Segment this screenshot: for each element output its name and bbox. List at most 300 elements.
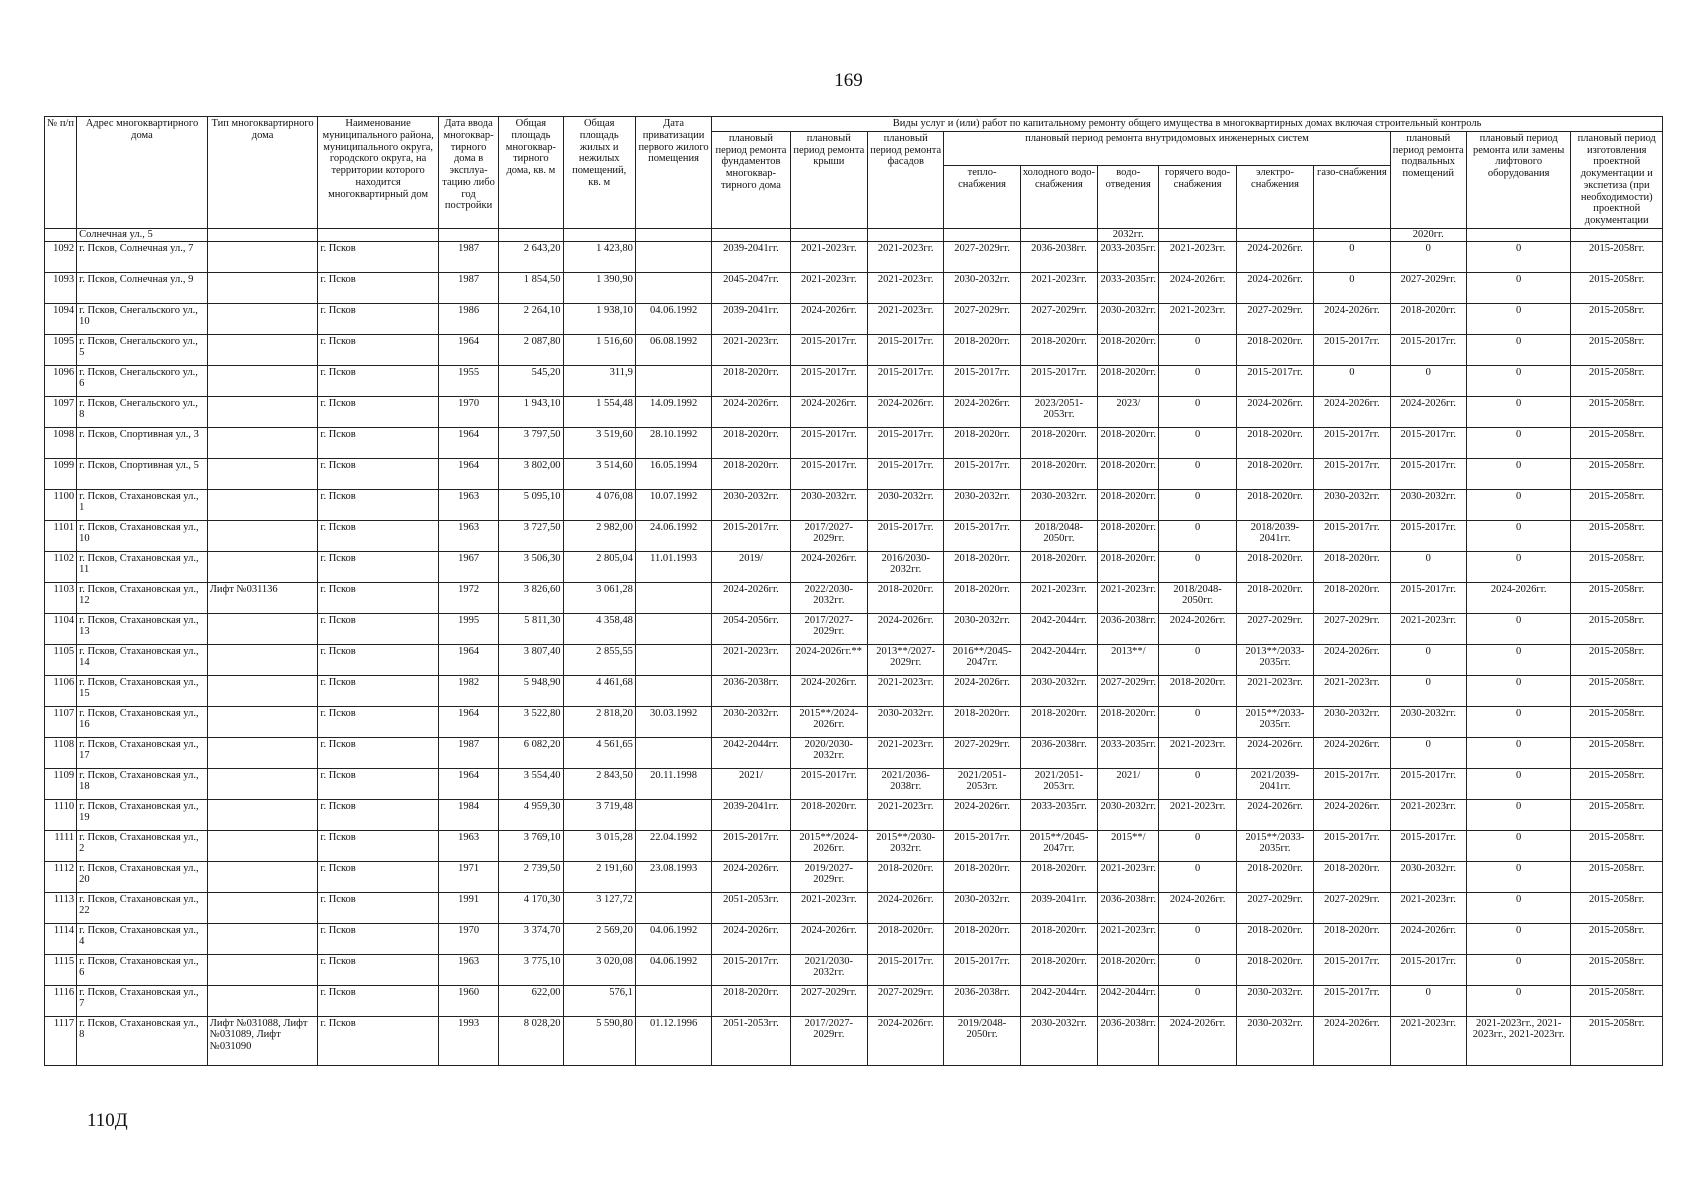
- electric-supply-cell: 2027-2029гг.: [1236, 892, 1313, 923]
- hot-water-cell: 2018-2020гг.: [1159, 675, 1236, 706]
- roof-period-cell: 2015-2017гг.: [790, 365, 867, 396]
- carryover-basement: 2020гг.: [1390, 228, 1466, 241]
- hot-water-cell: 0: [1159, 954, 1236, 985]
- gas-supply-cell: 0: [1314, 272, 1390, 303]
- design-docs-cell: 2015-2058гг.: [1571, 334, 1663, 365]
- roof-period-cell: 2024-2026гг.**: [790, 644, 867, 675]
- electric-supply-cell: 2013**/2033-2035гг.: [1236, 644, 1313, 675]
- basement-period-cell: 2018-2020гг.: [1390, 303, 1466, 334]
- living-area-cell: 3 719,48: [563, 799, 635, 830]
- row-number: 1109: [45, 768, 77, 799]
- living-area-cell: 2 982,00: [563, 520, 635, 551]
- heat-supply-cell: 2036-2038гг.: [944, 985, 1020, 1016]
- privatization-date-cell: 04.06.1992: [635, 303, 711, 334]
- basement-period-cell: 2015-2017гг.: [1390, 582, 1466, 613]
- basement-period-cell: 2015-2017гг.: [1390, 954, 1466, 985]
- row-number: 1100: [45, 489, 77, 520]
- drainage-cell: 2018-2020гг.: [1098, 520, 1159, 551]
- foundation-period-cell: 2021-2023гг.: [712, 334, 790, 365]
- electric-supply-cell: 2015**/2033-2035гг.: [1236, 830, 1313, 861]
- basement-period-cell: 2015-2017гг.: [1390, 427, 1466, 458]
- roof-period-cell: 2024-2026гг.: [790, 396, 867, 427]
- row-number: 1111: [45, 830, 77, 861]
- row-number: 1097: [45, 396, 77, 427]
- house-type-cell: [207, 985, 318, 1016]
- roof-period-cell: 2021-2023гг.: [790, 892, 867, 923]
- roof-period-cell: 2017/2027-2029гг.: [790, 613, 867, 644]
- municipality-cell: г. Псков: [318, 334, 439, 365]
- row-number: 1105: [45, 644, 77, 675]
- electric-supply-cell: 2018-2020гг.: [1236, 489, 1313, 520]
- basement-period-cell: 2015-2017гг.: [1390, 458, 1466, 489]
- privatization-date-cell: [635, 272, 711, 303]
- table-row: [45, 830, 1663, 861]
- foundation-period-cell: 2015-2017гг.: [712, 520, 790, 551]
- gas-supply-cell: 2018-2020гг.: [1314, 582, 1390, 613]
- address-cell: г. Псков, Спортивная ул., 5: [77, 458, 208, 489]
- design-docs-cell: 2015-2058гг.: [1571, 272, 1663, 303]
- heat-supply-cell: 2015-2017гг.: [944, 830, 1020, 861]
- header-heat: тепло-снабжения: [944, 166, 1020, 228]
- address-cell: г. Псков, Стахановская ул., 18: [77, 768, 208, 799]
- municipality-cell: г. Псков: [318, 830, 439, 861]
- gas-supply-cell: 2024-2026гг.: [1314, 1016, 1390, 1065]
- table-row: [45, 272, 1663, 303]
- roof-period-cell: 2015-2017гг.: [790, 427, 867, 458]
- house-type-cell: Лифт №031088, Лифт №031089, Лифт №031090: [207, 1016, 318, 1065]
- basement-period-cell: 0: [1390, 675, 1466, 706]
- facade-period-cell: 2018-2020гг.: [868, 923, 944, 954]
- table-row: [45, 520, 1663, 551]
- header-foundation: плановый период ремонта фундаментов многоквар-тирного дома: [712, 131, 790, 228]
- elevator-period-cell: 0: [1466, 303, 1571, 334]
- municipality-cell: г. Псков: [318, 861, 439, 892]
- cell: [1236, 228, 1313, 241]
- row-number: 1112: [45, 861, 77, 892]
- living-area-cell: 2 843,50: [563, 768, 635, 799]
- hot-water-cell: 0: [1159, 923, 1236, 954]
- design-docs-cell: 2015-2058гг.: [1571, 427, 1663, 458]
- hot-water-cell: 0: [1159, 520, 1236, 551]
- hot-water-cell: 0: [1159, 985, 1236, 1016]
- house-type-cell: [207, 613, 318, 644]
- drainage-cell: 2018-2020гг.: [1098, 365, 1159, 396]
- row-number: 1098: [45, 427, 77, 458]
- electric-supply-cell: 2018/2039-2041гг.: [1236, 520, 1313, 551]
- table-row: [45, 1016, 1663, 1065]
- table-row: [45, 768, 1663, 799]
- drainage-cell: 2021-2023гг.: [1098, 582, 1159, 613]
- heat-supply-cell: 2018-2020гг.: [944, 923, 1020, 954]
- heat-supply-cell: 2030-2032гг.: [944, 272, 1020, 303]
- address-cell: г. Псков, Спортивная ул., 3: [77, 427, 208, 458]
- total-area-cell: 545,20: [499, 365, 563, 396]
- total-area-cell: 622,00: [499, 985, 563, 1016]
- address-cell: г. Псков, Солнечная ул., 7: [77, 241, 208, 272]
- roof-period-cell: 2017/2027-2029гг.: [790, 1016, 867, 1065]
- privatization-date-cell: 04.06.1992: [635, 954, 711, 985]
- cold-water-cell: 2027-2029гг.: [1020, 303, 1097, 334]
- header-commission-date: Дата ввода многоквар-тирного дома в эксплуа-тацию либо год постройки: [438, 117, 498, 229]
- hot-water-cell: 0: [1159, 768, 1236, 799]
- house-type-cell: [207, 644, 318, 675]
- gas-supply-cell: 0: [1314, 365, 1390, 396]
- living-area-cell: 4 358,48: [563, 613, 635, 644]
- facade-period-cell: 2018-2020гг.: [868, 861, 944, 892]
- cold-water-cell: 2033-2035гг.: [1020, 799, 1097, 830]
- privatization-date-cell: [635, 365, 711, 396]
- privatization-date-cell: 14.09.1992: [635, 396, 711, 427]
- electric-supply-cell: 2018-2020гг.: [1236, 923, 1313, 954]
- cell: [1571, 228, 1663, 241]
- commission-year-cell: 1960: [438, 985, 498, 1016]
- address-cell: г. Псков, Стахановская ул., 6: [77, 954, 208, 985]
- cell: [45, 228, 77, 241]
- heat-supply-cell: 2018-2020гг.: [944, 427, 1020, 458]
- privatization-date-cell: 16.05.1994: [635, 458, 711, 489]
- gas-supply-cell: 2015-2017гг.: [1314, 458, 1390, 489]
- heat-supply-cell: 2024-2026гг.: [944, 675, 1020, 706]
- living-area-cell: 2 191,60: [563, 861, 635, 892]
- cold-water-cell: 2023/2051-2053гг.: [1020, 396, 1097, 427]
- gas-supply-cell: 2024-2026гг.: [1314, 737, 1390, 768]
- total-area-cell: 5 948,90: [499, 675, 563, 706]
- address-cell: г. Псков, Снегальского ул., 5: [77, 334, 208, 365]
- elevator-period-cell: 0: [1466, 334, 1571, 365]
- privatization-date-cell: [635, 985, 711, 1016]
- row-number: 1104: [45, 613, 77, 644]
- total-area-cell: 5 811,30: [499, 613, 563, 644]
- roof-period-cell: 2015-2017гг.: [790, 768, 867, 799]
- foundation-period-cell: 2021-2023гг.: [712, 644, 790, 675]
- house-type-cell: [207, 706, 318, 737]
- privatization-date-cell: 11.01.1993: [635, 551, 711, 582]
- elevator-period-cell: 0: [1466, 613, 1571, 644]
- foundation-period-cell: 2021/: [712, 768, 790, 799]
- row-number: 1102: [45, 551, 77, 582]
- foundation-period-cell: 2018-2020гг.: [712, 458, 790, 489]
- footer-code: 110Д: [87, 1110, 128, 1131]
- roof-period-cell: 2019/2027-2029гг.: [790, 861, 867, 892]
- house-type-cell: [207, 861, 318, 892]
- design-docs-cell: 2015-2058гг.: [1571, 923, 1663, 954]
- total-area-cell: 3 769,10: [499, 830, 563, 861]
- commission-year-cell: 1991: [438, 892, 498, 923]
- table-row: [45, 396, 1663, 427]
- header-no: № п/п: [45, 117, 77, 229]
- cold-water-cell: 2030-2032гг.: [1020, 1016, 1097, 1065]
- heat-supply-cell: 2016**/2045-2047гг.: [944, 644, 1020, 675]
- house-type-cell: [207, 489, 318, 520]
- roof-period-cell: 2024-2026гг.: [790, 675, 867, 706]
- design-docs-cell: 2015-2058гг.: [1571, 985, 1663, 1016]
- foundation-period-cell: 2030-2032гг.: [712, 489, 790, 520]
- design-docs-cell: 2015-2058гг.: [1571, 737, 1663, 768]
- design-docs-cell: 2015-2058гг.: [1571, 1016, 1663, 1065]
- header-privatization-date: Дата приватизации первого жилого помещения: [635, 117, 711, 229]
- heat-supply-cell: 2015-2017гг.: [944, 520, 1020, 551]
- house-type-cell: [207, 272, 318, 303]
- header-municipality: Наименование муниципального района, муниципального округа, городского округа, на территории которого находится многоквартирный дом: [318, 117, 439, 229]
- living-area-cell: 2 855,55: [563, 644, 635, 675]
- address-cell: г. Псков, Стахановская ул., 2: [77, 830, 208, 861]
- commission-year-cell: 1982: [438, 675, 498, 706]
- facade-period-cell: 2013**/2027-2029гг.: [868, 644, 944, 675]
- elevator-period-cell: 0: [1466, 923, 1571, 954]
- design-docs-cell: 2015-2058гг.: [1571, 551, 1663, 582]
- municipality-cell: г. Псков: [318, 737, 439, 768]
- address-cell: г. Псков, Стахановская ул., 22: [77, 892, 208, 923]
- address-cell: г. Псков, Стахановская ул., 17: [77, 737, 208, 768]
- foundation-period-cell: 2054-2056гг.: [712, 613, 790, 644]
- drainage-cell: 2018-2020гг.: [1098, 551, 1159, 582]
- house-type-cell: [207, 799, 318, 830]
- carryover-row: [45, 228, 1663, 241]
- cell: [790, 228, 867, 241]
- electric-supply-cell: 2024-2026гг.: [1236, 396, 1313, 427]
- heat-supply-cell: 2018-2020гг.: [944, 582, 1020, 613]
- privatization-date-cell: 23.08.1993: [635, 861, 711, 892]
- total-area-cell: 3 797,50: [499, 427, 563, 458]
- roof-period-cell: 2030-2032гг.: [790, 489, 867, 520]
- total-area-cell: 3 374,70: [499, 923, 563, 954]
- basement-period-cell: 0: [1390, 551, 1466, 582]
- cold-water-cell: 2018-2020гг.: [1020, 923, 1097, 954]
- living-area-cell: 1 423,80: [563, 241, 635, 272]
- hot-water-cell: 0: [1159, 706, 1236, 737]
- total-area-cell: 4 959,30: [499, 799, 563, 830]
- foundation-period-cell: 2039-2041гг.: [712, 241, 790, 272]
- living-area-cell: 2 818,20: [563, 706, 635, 737]
- cell: [1159, 228, 1236, 241]
- living-area-cell: 1 516,60: [563, 334, 635, 365]
- facade-period-cell: 2021-2023гг.: [868, 272, 944, 303]
- municipality-cell: г. Псков: [318, 365, 439, 396]
- facade-period-cell: 2030-2032гг.: [868, 706, 944, 737]
- elevator-period-cell: 0: [1466, 458, 1571, 489]
- cold-water-cell: 2018-2020гг.: [1020, 334, 1097, 365]
- municipality-cell: г. Псков: [318, 675, 439, 706]
- electric-supply-cell: 2021/2039-2041гг.: [1236, 768, 1313, 799]
- total-area-cell: 4 170,30: [499, 892, 563, 923]
- address-cell: г. Псков, Стахановская ул., 7: [77, 985, 208, 1016]
- hot-water-cell: 2024-2026гг.: [1159, 613, 1236, 644]
- house-type-cell: [207, 737, 318, 768]
- table-row: [45, 923, 1663, 954]
- hot-water-cell: 0: [1159, 861, 1236, 892]
- cold-water-cell: 2015**/2045-2047гг.: [1020, 830, 1097, 861]
- electric-supply-cell: 2015-2017гг.: [1236, 365, 1313, 396]
- gas-supply-cell: 2015-2017гг.: [1314, 954, 1390, 985]
- municipality-cell: г. Псков: [318, 892, 439, 923]
- basement-period-cell: 2015-2017гг.: [1390, 768, 1466, 799]
- foundation-period-cell: 2019/: [712, 551, 790, 582]
- header-type: Тип многоквартирного дома: [207, 117, 318, 229]
- facade-period-cell: 2015-2017гг.: [868, 520, 944, 551]
- drainage-cell: 2023/: [1098, 396, 1159, 427]
- cold-water-cell: 2018-2020гг.: [1020, 706, 1097, 737]
- design-docs-cell: 2015-2058гг.: [1571, 520, 1663, 551]
- design-docs-cell: 2015-2058гг.: [1571, 303, 1663, 334]
- privatization-date-cell: 01.12.1996: [635, 1016, 711, 1065]
- basement-period-cell: 2021-2023гг.: [1390, 1016, 1466, 1065]
- gas-supply-cell: 2015-2017гг.: [1314, 768, 1390, 799]
- foundation-period-cell: 2051-2053гг.: [712, 892, 790, 923]
- cell: [1466, 228, 1571, 241]
- total-area-cell: 3 522,80: [499, 706, 563, 737]
- design-docs-cell: 2015-2058гг.: [1571, 768, 1663, 799]
- row-number: 1094: [45, 303, 77, 334]
- page-number: 169: [834, 70, 863, 91]
- municipality-cell: г. Псков: [318, 768, 439, 799]
- municipality-cell: г. Псков: [318, 613, 439, 644]
- electric-supply-cell: 2018-2020гг.: [1236, 458, 1313, 489]
- gas-supply-cell: 2024-2026гг.: [1314, 303, 1390, 334]
- design-docs-cell: 2015-2058гг.: [1571, 861, 1663, 892]
- foundation-period-cell: 2030-2032гг.: [712, 706, 790, 737]
- elevator-period-cell: 0: [1466, 427, 1571, 458]
- commission-year-cell: 1987: [438, 737, 498, 768]
- roof-period-cell: 2022/2030-2032гг.: [790, 582, 867, 613]
- hot-water-cell: 0: [1159, 427, 1236, 458]
- design-docs-cell: 2015-2058гг.: [1571, 613, 1663, 644]
- commission-year-cell: 1963: [438, 520, 498, 551]
- address-cell: г. Псков, Стахановская ул., 1: [77, 489, 208, 520]
- commission-year-cell: 1987: [438, 272, 498, 303]
- address-cell: г. Псков, Снегальского ул., 10: [77, 303, 208, 334]
- header-living-area: Общая площадь жилых и нежилых помещений, кв. м: [563, 117, 635, 229]
- address-cell: г. Псков, Стахановская ул., 4: [77, 923, 208, 954]
- table-row: [45, 613, 1663, 644]
- municipality-cell: г. Псков: [318, 644, 439, 675]
- roof-period-cell: 2021-2023гг.: [790, 272, 867, 303]
- elevator-period-cell: 0: [1466, 954, 1571, 985]
- total-area-cell: 3 802,00: [499, 458, 563, 489]
- facade-period-cell: 2021-2023гг.: [868, 241, 944, 272]
- elevator-period-cell: 0: [1466, 675, 1571, 706]
- municipality-cell: г. Псков: [318, 520, 439, 551]
- foundation-period-cell: 2018-2020гг.: [712, 365, 790, 396]
- table-row: [45, 892, 1663, 923]
- cell: [438, 228, 498, 241]
- commission-year-cell: 1986: [438, 303, 498, 334]
- electric-supply-cell: 2018-2020гг.: [1236, 551, 1313, 582]
- house-type-cell: [207, 551, 318, 582]
- facade-period-cell: 2024-2026гг.: [868, 396, 944, 427]
- row-number: 1110: [45, 799, 77, 830]
- facade-period-cell: 2015**/2030-2032гг.: [868, 830, 944, 861]
- elevator-period-cell: 0: [1466, 489, 1571, 520]
- electric-supply-cell: 2024-2026гг.: [1236, 272, 1313, 303]
- house-type-cell: [207, 675, 318, 706]
- hot-water-cell: 2024-2026гг.: [1159, 892, 1236, 923]
- living-area-cell: 3 015,28: [563, 830, 635, 861]
- drainage-cell: 2033-2035гг.: [1098, 272, 1159, 303]
- gas-supply-cell: 2030-2032гг.: [1314, 489, 1390, 520]
- total-area-cell: 2 087,80: [499, 334, 563, 365]
- table-row: [45, 954, 1663, 985]
- cold-water-cell: 2018-2020гг.: [1020, 954, 1097, 985]
- basement-period-cell: 0: [1390, 241, 1466, 272]
- cold-water-cell: 2015-2017гг.: [1020, 365, 1097, 396]
- row-number: 1096: [45, 365, 77, 396]
- elevator-period-cell: 0: [1466, 551, 1571, 582]
- address-cell: г. Псков, Солнечная ул., 9: [77, 272, 208, 303]
- drainage-cell: 2018-2020гг.: [1098, 334, 1159, 365]
- drainage-cell: 2033-2035гг.: [1098, 241, 1159, 272]
- total-area-cell: 3 775,10: [499, 954, 563, 985]
- drainage-cell: 2036-2038гг.: [1098, 892, 1159, 923]
- heat-supply-cell: 2030-2032гг.: [944, 892, 1020, 923]
- hot-water-cell: 0: [1159, 489, 1236, 520]
- living-area-cell: 5 590,80: [563, 1016, 635, 1065]
- facade-period-cell: 2021-2023гг.: [868, 737, 944, 768]
- commission-year-cell: 1970: [438, 923, 498, 954]
- foundation-period-cell: 2024-2026гг.: [712, 396, 790, 427]
- electric-supply-cell: 2018-2020гг.: [1236, 954, 1313, 985]
- facade-period-cell: 2030-2032гг.: [868, 489, 944, 520]
- gas-supply-cell: 2015-2017гг.: [1314, 334, 1390, 365]
- house-type-cell: Лифт №031136: [207, 582, 318, 613]
- house-type-cell: [207, 520, 318, 551]
- roof-period-cell: 2017/2027-2029гг.: [790, 520, 867, 551]
- table-row: [45, 861, 1663, 892]
- row-number: 1116: [45, 985, 77, 1016]
- privatization-date-cell: 06.08.1992: [635, 334, 711, 365]
- hot-water-cell: 2021-2023гг.: [1159, 241, 1236, 272]
- commission-year-cell: 1972: [438, 582, 498, 613]
- commission-year-cell: 1964: [438, 644, 498, 675]
- hot-water-cell: 0: [1159, 830, 1236, 861]
- total-area-cell: 3 727,50: [499, 520, 563, 551]
- header-services-group: Виды услуг и (или) работ по капитальному ремонту общего имущества в многоквартирных домах включая строительный контроль: [712, 117, 1663, 132]
- elevator-period-cell: 0: [1466, 861, 1571, 892]
- gas-supply-cell: 2024-2026гг.: [1314, 799, 1390, 830]
- foundation-period-cell: 2018-2020гг.: [712, 985, 790, 1016]
- cold-water-cell: 2039-2041гг.: [1020, 892, 1097, 923]
- basement-period-cell: 2021-2023гг.: [1390, 613, 1466, 644]
- roof-period-cell: 2015**/2024-2026гг.: [790, 706, 867, 737]
- heat-supply-cell: 2018-2020гг.: [944, 334, 1020, 365]
- capital-repair-table: [44, 116, 1663, 1066]
- heat-supply-cell: 2019/2048-2050гг.: [944, 1016, 1020, 1065]
- cell: [563, 228, 635, 241]
- living-area-cell: 2 805,04: [563, 551, 635, 582]
- heat-supply-cell: 2015-2017гг.: [944, 954, 1020, 985]
- elevator-period-cell: 0: [1466, 365, 1571, 396]
- total-area-cell: 2 264,10: [499, 303, 563, 334]
- house-type-cell: [207, 427, 318, 458]
- commission-year-cell: 1955: [438, 365, 498, 396]
- design-docs-cell: 2015-2058гг.: [1571, 644, 1663, 675]
- elevator-period-cell: 0: [1466, 644, 1571, 675]
- row-number: 1093: [45, 272, 77, 303]
- table-row: [45, 334, 1663, 365]
- privatization-date-cell: 28.10.1992: [635, 427, 711, 458]
- total-area-cell: 5 095,10: [499, 489, 563, 520]
- drainage-cell: 2018-2020гг.: [1098, 458, 1159, 489]
- living-area-cell: 2 569,20: [563, 923, 635, 954]
- foundation-period-cell: 2018-2020гг.: [712, 427, 790, 458]
- roof-period-cell: 2024-2026гг.: [790, 923, 867, 954]
- row-number: 1108: [45, 737, 77, 768]
- gas-supply-cell: 2015-2017гг.: [1314, 520, 1390, 551]
- facade-period-cell: 2024-2026гг.: [868, 892, 944, 923]
- address-cell: г. Псков, Стахановская ул., 11: [77, 551, 208, 582]
- foundation-period-cell: 2015-2017гг.: [712, 830, 790, 861]
- roof-period-cell: 2018-2020гг.: [790, 799, 867, 830]
- roof-period-cell: 2021-2023гг.: [790, 241, 867, 272]
